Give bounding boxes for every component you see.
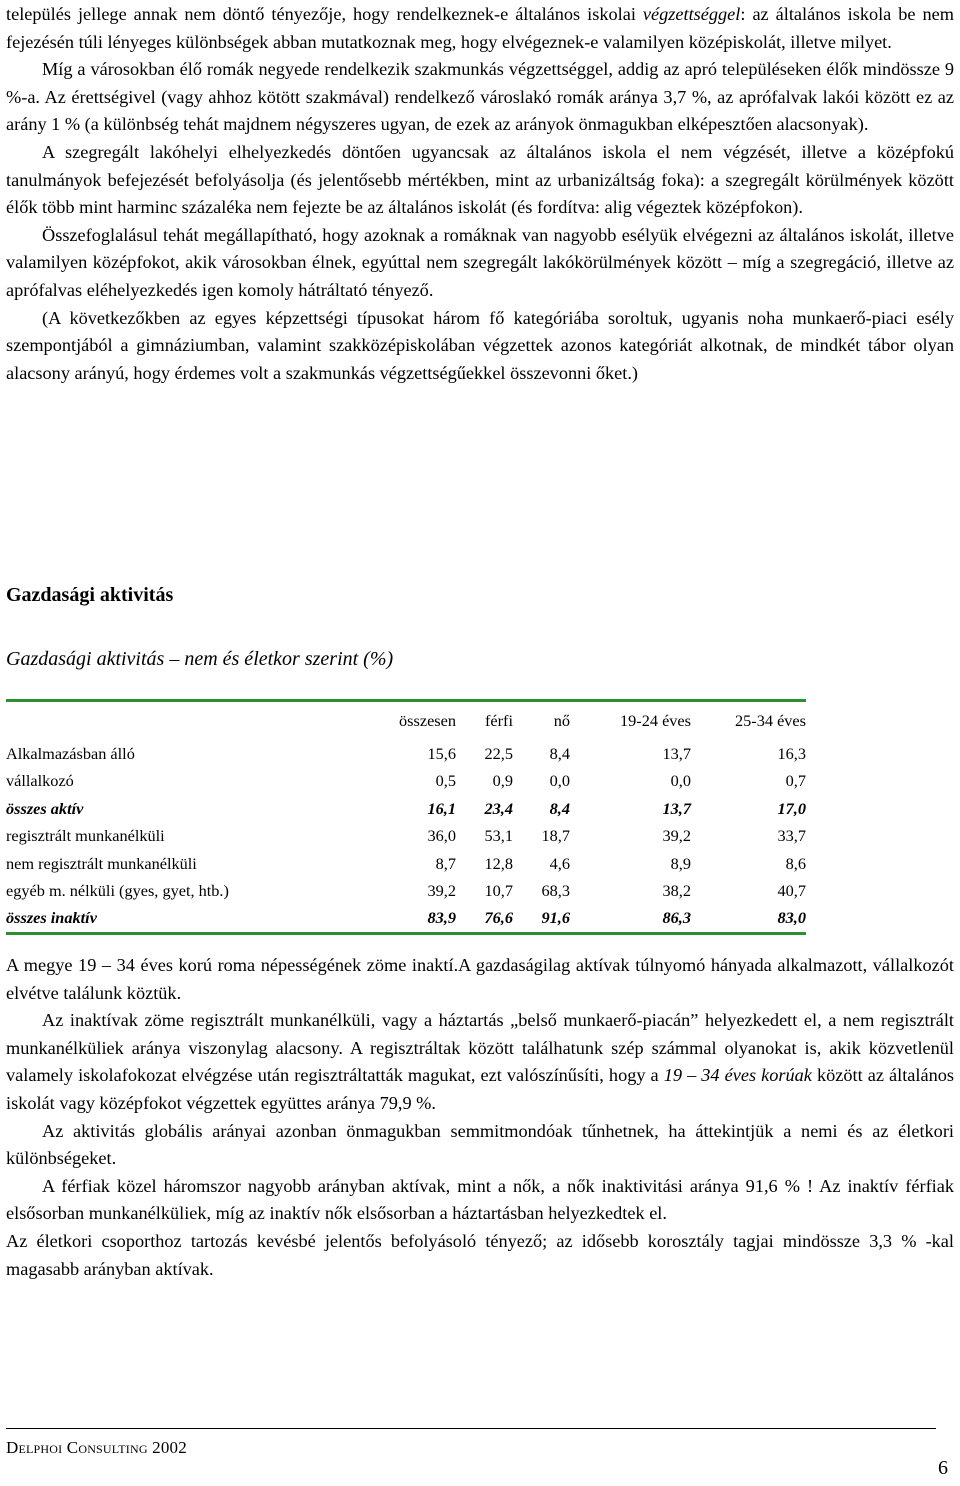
- cell-age-25-34-value: 0,7: [785, 771, 806, 791]
- footer-year: 2002: [152, 1438, 187, 1457]
- section-heading: Gazdasági aktivitás: [6, 584, 174, 606]
- cell-age-19-24-value: 38,2: [662, 881, 691, 901]
- cell-total-value: 15,6: [427, 744, 456, 763]
- cell-row-label: regisztrált munkanélküli: [6, 826, 165, 846]
- paragraph: [6, 139, 954, 222]
- paragraph-text: Míg a városokban élő romák negyede rendelkezik szakmunkás végzettséggel, addig az apró településeken élők mindössze 9 %-a. Az érettségivel (vagy ahhoz kötött szakmával) rendelkező városlakó romák aránya 3,7 %, az aprófalvak lakói között ez az arány 1 % (a különbség tehát majdnem négyszeres ugyan, de ezek az arányok önmagukban elképesztően alacsonyak).: [6, 59, 954, 135]
- paragraph: [6, 56, 954, 139]
- cell-total-value: 8,7: [435, 853, 456, 873]
- page-number: 6: [938, 1457, 948, 1479]
- cell-row-label: nem regisztrált munkanélküli: [6, 853, 197, 873]
- paragraph: [6, 952, 954, 1007]
- table-header-row: [6, 701, 806, 741]
- cell-row-label: vállalkozó: [6, 771, 74, 791]
- cell-male-value: 53,1: [484, 826, 513, 846]
- cell-total-value: 16,1: [427, 798, 456, 818]
- paragraph: [6, 1118, 954, 1173]
- cell-age-19-24-value: 8,9: [670, 853, 691, 873]
- cell-female-value: 68,3: [541, 881, 570, 901]
- paragraph-text: A szegregált lakóhelyi elhelyezkedés döntően ugyancsak az általános iskola el nem végzését, illetve a középfokú tanulmányok befejezését befolyásolja (és jelentősebb mértékben, mint az urbanizáltság foka): a szegregált körülmények között élők több mint harminc százaléka nem fejezte be az általános iskolát (és fordítva: alig végeztek középfokon).: [6, 141, 954, 218]
- paragraph: [6, 1007, 954, 1117]
- table-row: [6, 904, 806, 933]
- paragraph-text: település jellege annak nem döntő tényezője, hogy rendelkeznek-e általános iskolai: [6, 4, 643, 24]
- top-text-block: [6, 1, 954, 387]
- cell-row-label: egyéb m. nélküli (gyes, gyet, htb.): [6, 881, 229, 901]
- cell-male-value: 76,6: [484, 908, 513, 928]
- cell-row-label: Alkalmazásban álló: [6, 744, 135, 763]
- cell-age-19-24-value: 86,3: [662, 908, 691, 928]
- table-body: [6, 740, 806, 933]
- cell-female-value: 18,7: [541, 826, 570, 846]
- table-caption: Gazdasági aktivitás – nem és életkor szerint (%): [6, 648, 394, 670]
- footer-brand-name: Delphoi Consulting: [6, 1438, 148, 1457]
- cell-male-value: 22,5: [484, 744, 513, 763]
- paragraph: [6, 305, 954, 388]
- cell-age-19-24-value: 13,7: [662, 744, 691, 763]
- cell-age-25-34-value: 40,7: [777, 881, 806, 901]
- cell-female-value: 8,4: [549, 744, 570, 763]
- cell-female-value: 91,6: [541, 908, 570, 928]
- cell-male-value: 23,4: [484, 798, 513, 818]
- cell-row-label: összes inaktív: [6, 908, 97, 928]
- header-cell-male: férfi: [484, 711, 513, 730]
- paragraph: [6, 222, 954, 305]
- cell-age-25-34-value: 17,0: [777, 798, 806, 818]
- table-row: [6, 877, 806, 904]
- cell-age-25-34-value: 83,0: [777, 908, 806, 928]
- cell-female-value: 8,4: [549, 798, 570, 818]
- footer-divider: [6, 1428, 936, 1429]
- paragraph-text: A férfiak közel háromszor nagyobb arányban aktívak, mint a nők, a nők inaktivitási aránya 91,6 % ! Az inaktív férfiak elsősorban munkanélküliek, míg az inaktív nők elsősorban a háztartásban helyezkedtek el.: [6, 1175, 954, 1224]
- paragraph: [6, 1173, 954, 1228]
- paragraph-text: 19 – 34 éves korúak: [663, 1065, 812, 1086]
- paragraph-text: Összefoglalásul tehát megállapítható, hogy azoknak a romáknak van nagyobb esélyük elvégezni az általános iskolát, illetve valamilyen középfokot, akik városokban élnek, egyúttal nem szegregált lakókörülmények között – míg a szegregáció, illetve az aprófalvas eléhelyezkedés igen komoly hátráltató tényező.: [6, 224, 954, 300]
- table-row: [6, 822, 806, 849]
- paragraph: [6, 1, 954, 56]
- header-cell-age-19-24: 19-24 éves: [620, 711, 691, 730]
- cell-male-value: 12,8: [484, 853, 513, 873]
- cell-female-value: 0,0: [549, 771, 570, 791]
- cell-age-19-24-value: 13,7: [662, 798, 691, 818]
- cell-male-value: 10,7: [484, 881, 513, 901]
- paragraph-text: : az általános iskola be nem fejezésén túli lényeges különbségek abban mutatkoznak meg, hogy elvégeznek-e valamilyen középiskolát, illetve milyet.: [6, 4, 955, 52]
- paragraph: [6, 1228, 954, 1283]
- cell-female-value: 4,6: [549, 853, 570, 873]
- cell-age-19-24-value: 0,0: [670, 771, 691, 791]
- table-row: [6, 795, 806, 822]
- paragraph-text: A megye 19 – 34 éves korú roma népességének zöme inaktí.A gazdaságilag aktívak túlnyomó hányada alkalmazott, vállalkozót elvétve találunk köztük.: [6, 955, 954, 1003]
- cell-age-19-24-value: 39,2: [662, 826, 691, 846]
- bottom-text-block: [6, 952, 954, 1283]
- cell-total-value: 83,9: [427, 908, 456, 928]
- paragraph-text: (A következőkben az egyes képzettségi típusokat három fő kategóriába soroltuk, ugyanis noha munkaerő-piaci esély szempontjából a gimnáziumban, valamint szakközépiskolában végzettek azonos kategóriát alkotnak, de mindkét tábor olyan alacsony arányú, hogy érdemes volt a szakmunkás végzettségűekkel összevonni őket.): [6, 307, 954, 383]
- cell-total-value: 36,0: [427, 826, 456, 846]
- table-row: [6, 850, 806, 877]
- table-row: [6, 740, 806, 767]
- header-cell-label: [6, 701, 378, 741]
- activity-table: [6, 699, 806, 935]
- paragraph-text: végzettséggel: [642, 4, 741, 24]
- paragraph-text: Az életkori csoporthoz tartozás kevésbé jelentős befolyásoló tényező; az idősebb korosztály tagjai mindössze 3,3 % -kal magasabb arányban aktívak.: [6, 1230, 954, 1279]
- header-cell-total: összesen: [399, 711, 456, 730]
- cell-total-value: 0,5: [435, 771, 456, 791]
- cell-age-25-34-value: 33,7: [777, 826, 806, 846]
- cell-age-25-34-value: 8,6: [785, 853, 806, 873]
- paragraph-text: Az aktivitás globális arányai azonban önmagukban semmitmondóak tűnhetnek, ha áttekintjük a nemi és az életkori különbségeket.: [6, 1120, 954, 1169]
- header-cell-female: nő: [553, 711, 570, 730]
- paragraph-text: Az inaktívak zöme regisztrált munkanélküli, vagy a háztartás „belső munkaerő-piacán” helyezkedett el, a nem regisztrált munkanélküliek aránya viszonylag alacsony. A regisztráltak között találhatunk szép számmal olyanokat is, akik közvetlenül valamely iskolafokozat elvégzése után regisztráltatták magukat, ezt valószínűsíti, hogy a: [6, 1010, 954, 1086]
- cell-row-label: összes aktív: [6, 798, 84, 818]
- footer-brand: [6, 1436, 187, 1460]
- paragraph-text: között az általános iskolát vagy középfokot végzettek együttes aránya 79,9 %.: [6, 1065, 954, 1113]
- table-row: [6, 767, 806, 794]
- header-cell-age-25-34: 25-34 éves: [735, 711, 806, 730]
- cell-male-value: 0,9: [492, 771, 513, 791]
- cell-age-25-34-value: 16,3: [777, 744, 806, 763]
- cell-total-value: 39,2: [427, 881, 456, 901]
